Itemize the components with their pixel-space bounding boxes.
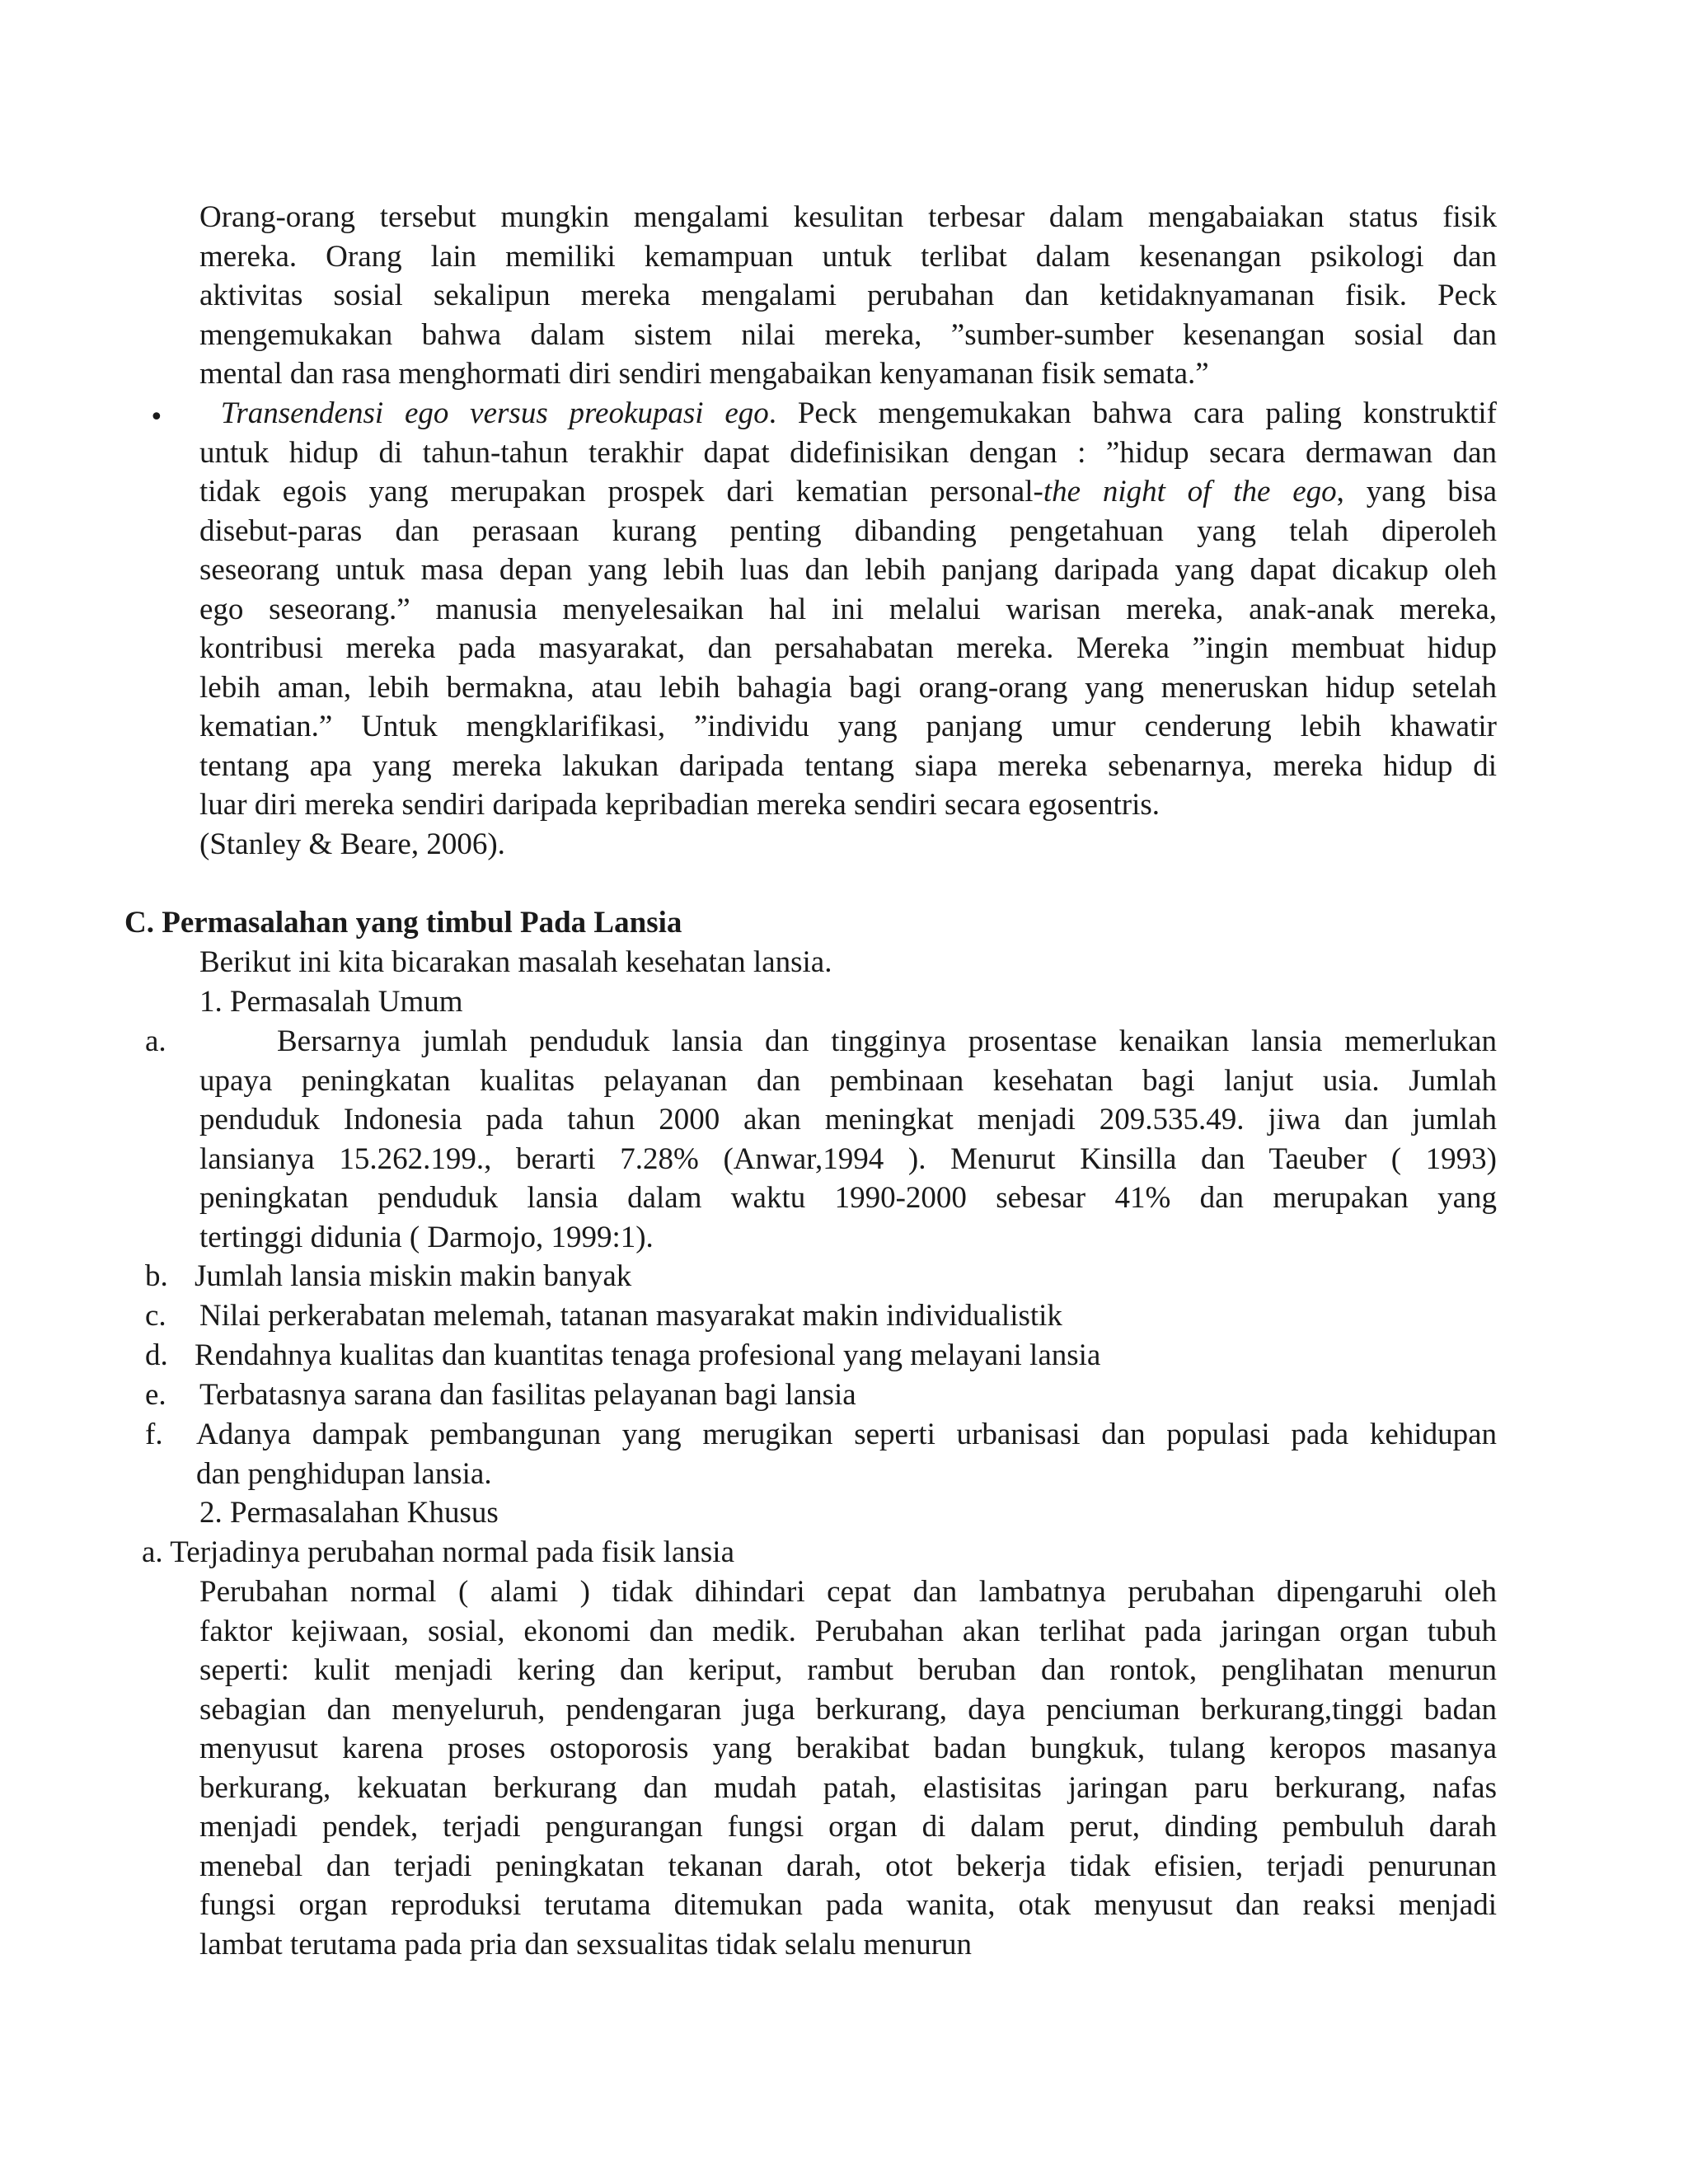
list-marker: a. (145, 1024, 166, 1058)
list-marker: b. (145, 1259, 168, 1293)
subheading-khusus: 2. Permasalahan Khusus (199, 1496, 499, 1530)
text-line: tidak egois yang merupakan prospek dari kematian personal-the night of the ego, yang bisa (199, 475, 1498, 509)
text-line: peningkatan penduduk lansia dalam waktu 1990-2000 sebesar 41% dan merupakan yang (199, 1181, 1497, 1215)
text-line: menyusut karena proses ostoporosis yang berakibat badan bungkuk, tulang keropos masanya (199, 1732, 1497, 1765)
italic-phrase: the night of the ego (1043, 475, 1337, 509)
list-marker: c. (145, 1299, 166, 1333)
text-line: ego seseorang.” manusia menyelesaikan hal ini melalui warisan mereka, anak-anak mereka, (199, 592, 1497, 626)
text-line: fungsi organ reproduksi terutama ditemukan pada wanita, otak menyusut dan reaksi menjadi (199, 1888, 1497, 1922)
text-line: sebagian dan menyeluruh, pendengaran juga berkurang, daya penciuman berkurang,tinggi badan (199, 1692, 1497, 1727)
text-line: mengemukakan bahwa dalam sistem nilai mereka, ”sumber-sumber kesenangan sosial dan (199, 317, 1497, 352)
text-line: Orang-orang tersebut mungkin mengalami kesulitan terbesar dalam mengabaiakan status fisik (199, 200, 1497, 234)
text-line: seperti: kulit menjadi kering dan keriput, rambut beruban dan rontok, penglihatan menurun (199, 1653, 1497, 1687)
text-line: berkurang, kekuatan berkurang dan mudah patah, elastisitas jaringan paru berkurang, nafas (199, 1770, 1497, 1805)
text-line: faktor kejiwaan, sosial, ekonomi dan medik. Perubahan akan terlihat pada jaringan organ tubuh (199, 1614, 1497, 1648)
text-line: luar diri mereka sendiri daripada kepribadian mereka sendiri secara egosentris. (199, 788, 1160, 822)
transendensi-paragraph (199, 394, 1497, 864)
text-line: aktivitas sosial sekalipun mereka mengalami perubahan dan ketidaknyamanan fisik. Peck (199, 279, 1497, 312)
continued-paragraph (199, 198, 1497, 394)
list-item-f (196, 1415, 1497, 1493)
text-line: tentang apa yang mereka lakukan daripada tentang siapa mereka sebenarnya, mereka hidup di (199, 748, 1497, 783)
text-line: tertinggi didunia ( Darmojo, 1999:1). (199, 1220, 654, 1254)
list-marker: e. (145, 1378, 166, 1412)
text-line: mereka. Orang lain memiliki kemampuan untuk terlibat dalam kesenangan psikologi dan (199, 239, 1497, 274)
text-line: kontribusi mereka pada masyarakat, dan persahabatan mereka. Mereka ”ingin membuat hidup (199, 631, 1497, 665)
text-line: untuk hidup di tahun-tahun terakhir dapat didefinisikan dengan : ”hidup secara dermawan dan (199, 435, 1497, 470)
khusus-a-paragraph (199, 1572, 1497, 1964)
text-line: Transendensi ego versus preokupasi ego. Peck mengemukakan bahwa cara paling konstruktif (220, 396, 1497, 430)
text-line: seseorang untuk masa depan yang lebih luas dan lebih panjang daripada yang dapat dicakup oleh (199, 553, 1497, 587)
text-line: upaya peningkatan kualitas pelayanan dan pembinaan kesehatan bagi lanjut usia. Jumlah (199, 1063, 1497, 1098)
text-line: menebal dan terjadi peningkatan tekanan darah, otot bekerja tidak efisien, terjadi penurunan (199, 1849, 1497, 1883)
subheading-umum: 1. Permasalah Umum (199, 985, 463, 1019)
list-item-b: Jumlah lansia miskin makin banyak (195, 1259, 632, 1293)
khusus-a-title: a. Terjadinya perubahan normal pada fisik lansia (142, 1535, 734, 1569)
italic-title: Transendensi ego versus preokupasi ego (220, 396, 769, 430)
section-intro: Berikut ini kita bicarakan masalah kesehatan lansia. (199, 945, 832, 979)
text-line: disebut-paras dan perasaan kurang penting dibanding pengetahuan yang telah diperoleh (199, 513, 1497, 548)
text-line: Bersarnya jumlah penduduk lansia dan tingginya prosentase kenaikan lansia memerlukan (277, 1024, 1497, 1058)
text-line: Perubahan normal ( alami ) tidak dihindari cepat dan lambatnya perubahan dipengaruhi oleh (199, 1575, 1497, 1609)
section-heading: C. Permasalahan yang timbul Pada Lansia (124, 906, 682, 940)
list-item-c: Nilai perkerabatan melemah, tatanan masyarakat makin individualistik (199, 1299, 1062, 1333)
text-line: mental dan rasa menghormati diri sendiri mengabaikan kenyamanan fisik semata.” (199, 357, 1209, 391)
list-item-a (199, 1022, 1497, 1257)
list-item-d: Rendahnya kualitas dan kuantitas tenaga profesional yang melayani lansia (195, 1338, 1101, 1372)
citation: (Stanley & Beare, 2006). (199, 827, 505, 861)
bullet-glyph: • (149, 403, 164, 432)
text-line: lambat terutama pada pria dan sexsualitas tidak selalu menurun (199, 1927, 973, 1961)
text-line: penduduk Indonesia pada tahun 2000 akan meningkat menjadi 209.535.49. jiwa dan jumlah (199, 1103, 1497, 1137)
text-line: kematian.” Untuk mengklarifikasi, ”individu yang panjang umur cenderung lebih khawatir (199, 710, 1497, 743)
text-line: dan penghidupan lansia. (196, 1456, 492, 1491)
list-marker: d. (145, 1338, 168, 1372)
list-marker: f. (145, 1418, 163, 1451)
list-item-e: Terbatasnya sarana dan fasilitas pelayanan bagi lansia (199, 1378, 856, 1412)
text-line: menjadi pendek, terjadi pengurangan fungsi organ di dalam perut, dinding pembuluh darah (199, 1810, 1497, 1844)
text-line: Adanya dampak pembangunan yang merugikan seperti urbanisasi dan populasi pada kehidupan (196, 1418, 1497, 1451)
text-line: lebih aman, lebih bermakna, atau lebih bahagia bagi orang-orang yang meneruskan hidup setelah (199, 670, 1497, 705)
text-line: lansianya 15.262.199., berarti 7.28% (Anwar,1994 ). Menurut Kinsilla dan Taeuber ( 1993) (199, 1141, 1497, 1176)
